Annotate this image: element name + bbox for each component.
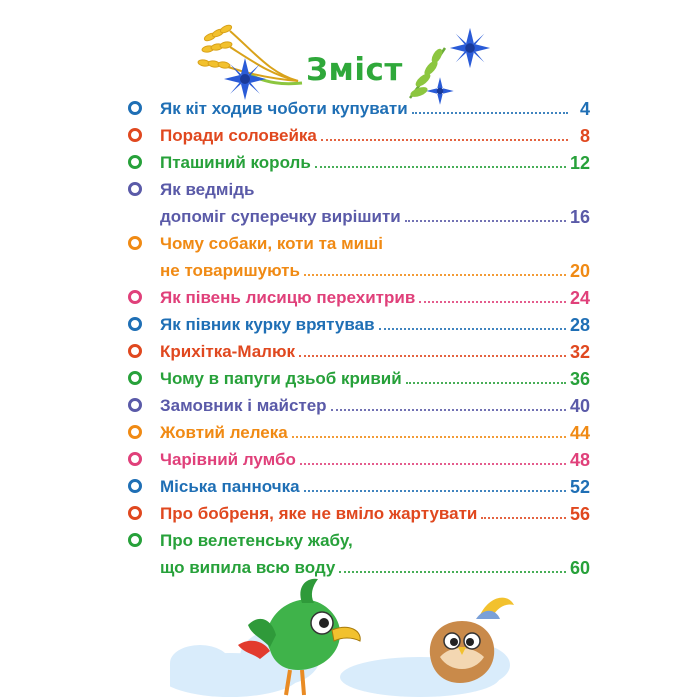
page-title: Зміст: [306, 52, 403, 88]
toc-page-number: 60: [569, 558, 590, 578]
bullet-icon: [128, 506, 142, 520]
dot-leader: [304, 490, 566, 492]
toc-line: [128, 254, 590, 281]
toc-line: [128, 200, 590, 227]
toc-line: [128, 470, 590, 497]
toc-page-number: 48: [569, 450, 590, 470]
toc-title: Як кіт ходив чоботи купувати: [160, 99, 408, 118]
toc-page-number: 32: [569, 342, 590, 362]
toc-title: не товаришують: [160, 261, 300, 280]
toc-entry: [128, 335, 590, 362]
toc-entry: [128, 416, 590, 443]
toc-line: [128, 281, 590, 308]
bullet-icon: [128, 317, 142, 331]
toc-entry: [128, 308, 590, 335]
bullet-icon: [128, 155, 142, 169]
toc-page-number: 40: [569, 396, 590, 416]
dot-leader: [331, 409, 566, 411]
toc-entry: [128, 470, 590, 497]
cornflower-icon: [448, 26, 492, 70]
sparrow-icon: [410, 585, 520, 695]
dot-leader: [304, 274, 566, 276]
toc-entry: [128, 119, 590, 146]
toc-line: [128, 416, 590, 443]
toc-page-number: 36: [569, 369, 590, 389]
toc-entry: [128, 443, 590, 470]
toc-title: Як півник курку врятував: [160, 315, 375, 334]
table-of-contents: [128, 92, 590, 578]
bullet-icon: [128, 371, 142, 385]
toc-page-number: 4: [579, 99, 590, 119]
toc-line: [128, 551, 590, 578]
dot-leader: [292, 436, 566, 438]
toc-page-number: 44: [569, 423, 590, 443]
toc-line: [128, 173, 590, 200]
toc-title: Про велетенську жабу,: [160, 531, 353, 550]
dot-leader: [481, 517, 566, 519]
bullet-icon: [128, 290, 142, 304]
dot-leader: [406, 382, 566, 384]
toc-title: допоміг суперечку вирішити: [160, 207, 401, 226]
toc-title: Чому собаки, коти та миші: [160, 234, 384, 253]
bullet-icon: [128, 425, 142, 439]
toc-line: [128, 119, 590, 146]
parrot-icon: [230, 575, 370, 700]
bullet-icon: [128, 236, 142, 250]
toc-page-number: 8: [579, 126, 590, 146]
toc-title: Як півень лисицю перехитрив: [160, 288, 416, 307]
toc-entry: [128, 92, 590, 119]
toc-entry: [128, 362, 590, 389]
toc-page-number: 24: [569, 288, 590, 308]
bullet-icon: [128, 182, 142, 196]
toc-page-number: 56: [569, 504, 590, 524]
bullet-icon: [128, 479, 142, 493]
toc-title: Крихітка-Малюк: [160, 342, 295, 361]
toc-line: [128, 389, 590, 416]
toc-title: Про бобреня, яке не вміло жартувати: [160, 504, 478, 523]
footer-illustration: [170, 575, 530, 700]
toc-line: [128, 308, 590, 335]
toc-line: [128, 362, 590, 389]
toc-title: Жовтий лелека: [160, 423, 288, 442]
toc-entry: [128, 524, 590, 578]
toc-line: [128, 146, 590, 173]
toc-entry: [128, 173, 590, 227]
dot-leader: [315, 166, 566, 168]
toc-line: [128, 524, 590, 551]
dot-leader: [339, 571, 566, 573]
dot-leader: [321, 139, 568, 141]
toc-title: Поради соловейка: [160, 126, 317, 145]
toc-page-number: 20: [569, 261, 590, 281]
toc-title: Замовник і майстер: [160, 396, 327, 415]
toc-title: Пташиний король: [160, 153, 311, 172]
toc-title: Міська панночка: [160, 477, 300, 496]
toc-entry: [128, 227, 590, 281]
toc-line: [128, 92, 590, 119]
toc-line: [128, 497, 590, 524]
toc-entry: [128, 497, 590, 524]
toc-entry: [128, 146, 590, 173]
dot-leader: [405, 220, 566, 222]
toc-line: [128, 227, 590, 254]
bullet-icon: [128, 344, 142, 358]
toc-page-number: 12: [569, 153, 590, 173]
toc-title: що випила всю воду: [160, 558, 336, 577]
dot-leader: [379, 328, 566, 330]
toc-entry: [128, 389, 590, 416]
dot-leader: [412, 112, 568, 114]
toc-title: Як ведмідь: [160, 180, 255, 199]
dot-leader: [419, 301, 566, 303]
dot-leader: [300, 463, 566, 465]
toc-title: Чому в папуги дзьоб кривий: [160, 369, 402, 388]
bullet-icon: [128, 398, 142, 412]
bullet-icon: [128, 452, 142, 466]
toc-entry: [128, 281, 590, 308]
toc-page-number: 28: [569, 315, 590, 335]
bullet-icon: [128, 533, 142, 547]
bullet-icon: [128, 101, 142, 115]
toc-line: [128, 443, 590, 470]
dot-leader: [299, 355, 566, 357]
toc-page-number: 52: [569, 477, 590, 497]
toc-title: Чарівний лумбо: [160, 450, 296, 469]
bullet-icon: [128, 128, 142, 142]
toc-line: [128, 335, 590, 362]
toc-page-number: 16: [569, 207, 590, 227]
